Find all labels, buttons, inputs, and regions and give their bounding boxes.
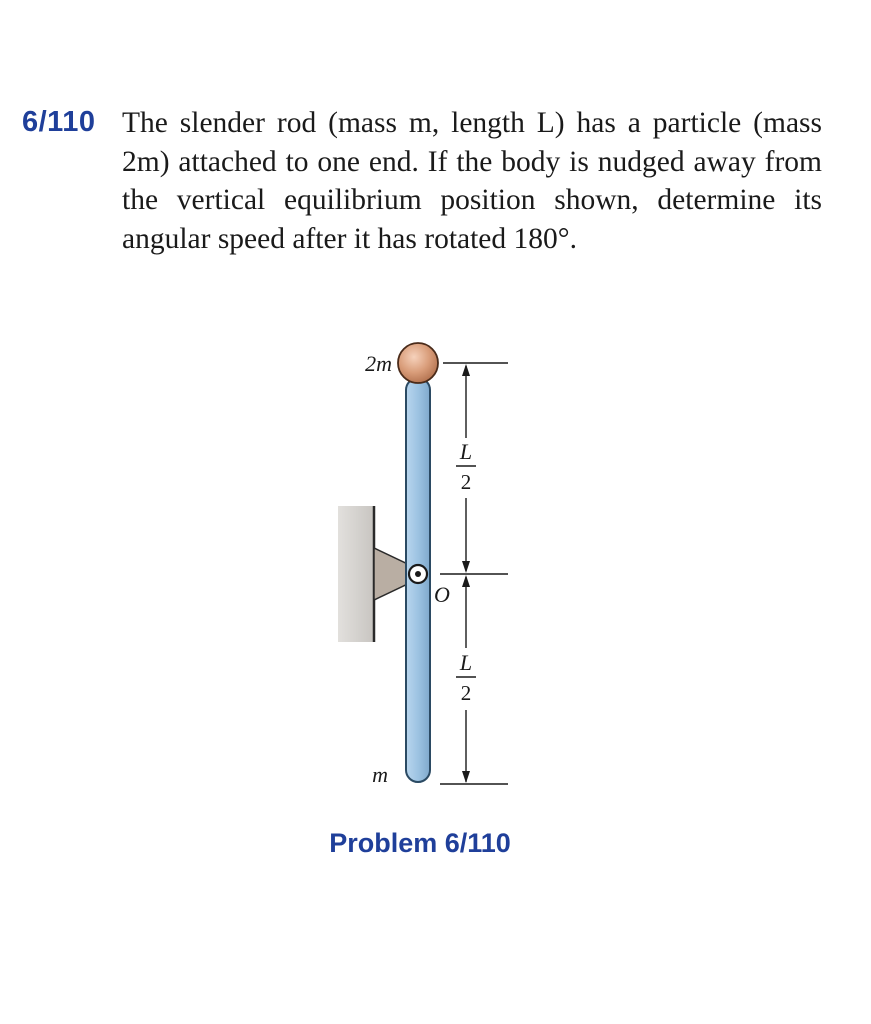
- dim-upper-denominator: 2: [460, 470, 472, 494]
- rod-figure: [300, 330, 540, 800]
- dim-arrow-lower-bottom: [462, 771, 470, 783]
- figure-caption: Problem 6/110: [329, 828, 511, 858]
- dim-lower-denominator: 2: [460, 681, 472, 705]
- particle-2m: [398, 343, 438, 383]
- rod-diagram: [300, 330, 540, 800]
- particle-mass-label: 2m: [365, 351, 392, 376]
- dim-arrow-lower-top: [462, 575, 470, 587]
- wall: [338, 506, 374, 642]
- problem-number: 6/110: [22, 106, 96, 138]
- rod-mass-label: m: [372, 762, 388, 787]
- pivot-label: O: [434, 582, 450, 607]
- pivot-pin-center: [415, 571, 421, 577]
- problem-text: The slender rod (mass m, length L) has a particle (mass 2m) attached to one end. If the body is nudged away from the vertical equilibrium position shown, determine its angular speed after it has rotated 180°.: [122, 107, 822, 255]
- dim-arrow-upper-bottom: [462, 561, 470, 573]
- dim-upper-numerator: L: [459, 439, 473, 464]
- dim-lower-numerator: L: [459, 650, 473, 675]
- dim-arrow-upper-top: [462, 364, 470, 376]
